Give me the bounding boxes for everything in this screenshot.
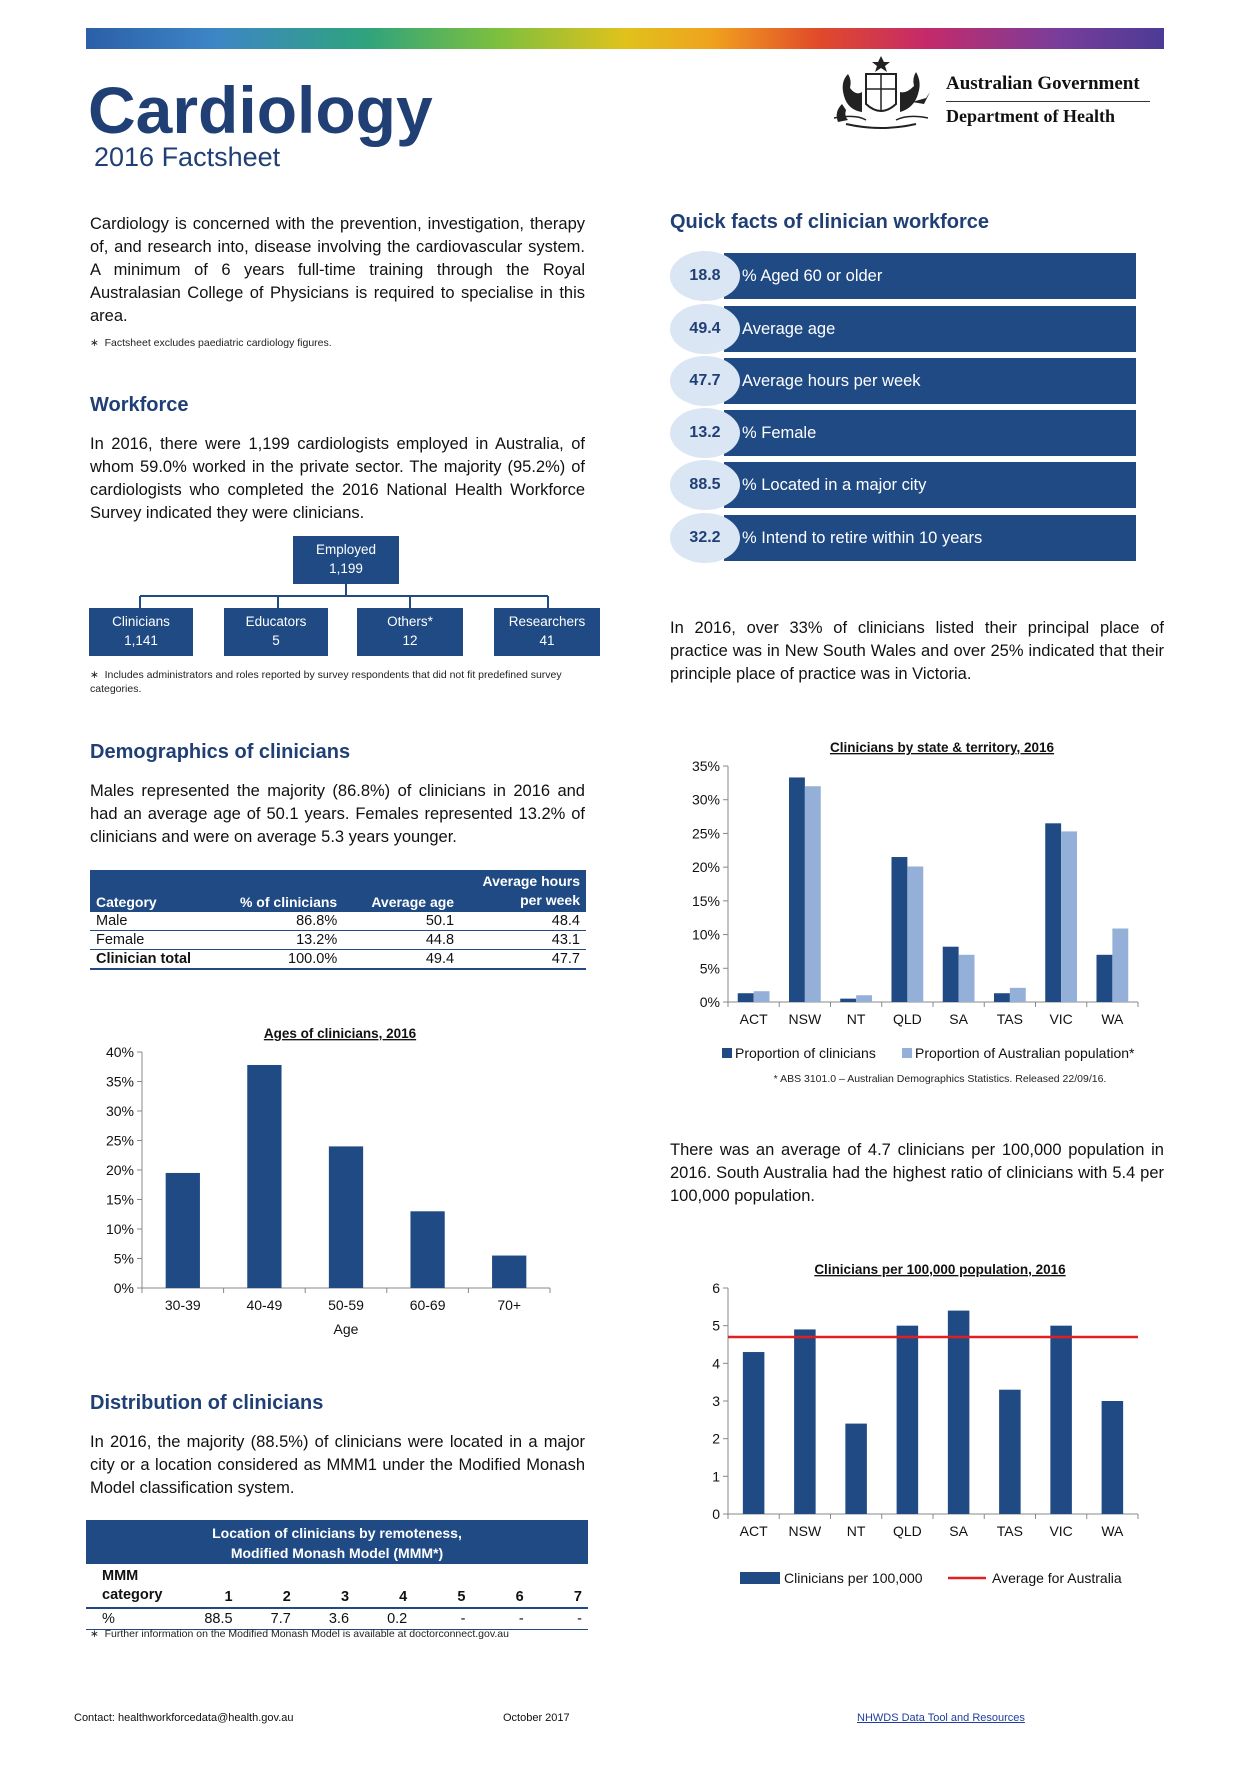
table-cell: 47.7 [551, 951, 580, 967]
x-tick-label: 40-49 [246, 1297, 283, 1313]
x-tick-label: TAS [996, 1011, 1023, 1027]
coat-of-arms-icon [826, 52, 936, 134]
bar [1050, 1326, 1072, 1514]
table-cell: 43.1 [551, 932, 580, 948]
ages-chart [90, 1022, 590, 1362]
y-tick-label: 35% [105, 1073, 134, 1090]
x-tick-label: VIC [1049, 1011, 1073, 1027]
table-cell: 13.2% [296, 932, 338, 948]
x-tick-label: 70+ [497, 1297, 522, 1313]
ratio-paragraph: There was an average of 4.7 clinicians per 100,000 population in 2016. South Australia had the highest ratio of clinicians with 5.4 per 100,000 population. [670, 1141, 1164, 1205]
quick-fact [670, 358, 1136, 404]
x-tick-label: SA [949, 1523, 968, 1539]
table-header: Average age [343, 870, 460, 912]
mmm-value: - [577, 1611, 582, 1627]
mmm-category: 7 [573, 1589, 582, 1605]
bar [247, 1065, 281, 1288]
x-tick-label: NT [846, 1523, 866, 1539]
legend-label: Average for Australia [992, 1570, 1122, 1586]
quick-fact-value: 32.2 [670, 513, 740, 563]
state-chart [670, 736, 1170, 1088]
x-tick-label: NT [846, 1011, 866, 1027]
legend-swatch [740, 1572, 780, 1584]
y-tick-label: 5% [113, 1250, 134, 1267]
quick-fact [670, 515, 1136, 561]
quick-fact-label: % Aged 60 or older [724, 253, 1136, 299]
x-tick-label: 50-59 [328, 1297, 364, 1313]
mmm-category: 1 [224, 1589, 233, 1605]
chart-title: Ages of clinicians, 2016 [263, 1026, 417, 1041]
gov-department: Department of Health [946, 106, 1115, 126]
quick-fact-value: 49.4 [670, 304, 740, 354]
state-paragraph: In 2016, over 33% of clinicians listed their principal place of practice was in New South Wales and over 25% indicated that their principle place of practice was in Victoria. [670, 619, 1164, 683]
demographics-table [90, 870, 586, 970]
footer-contact: Contact: healthworkforcedata@health.gov.au [74, 1712, 294, 1724]
y-tick-label: 30% [691, 791, 720, 808]
y-tick-label: 15% [691, 892, 720, 909]
page-title: Cardiology [88, 73, 433, 147]
y-tick-label: 5% [699, 960, 720, 977]
quick-fact-label: Average hours per week [724, 358, 1136, 404]
quick-fact-label: % Female [724, 410, 1136, 456]
table-row [90, 912, 586, 931]
mmm-category: 2 [282, 1589, 291, 1605]
y-tick-label: 0% [113, 1280, 134, 1296]
mmm-table-title [86, 1520, 588, 1564]
y-tick-label: 3 [712, 1393, 720, 1409]
quick-fact-value: 47.7 [670, 356, 740, 406]
bar [1102, 1401, 1124, 1514]
y-tick-label: 25% [105, 1132, 134, 1149]
bar [856, 995, 872, 1002]
table-header: Average hours per week [460, 870, 586, 912]
table-row [90, 931, 586, 950]
mmm-row-label [86, 1567, 190, 1608]
legend-swatch [722, 1048, 732, 1058]
mmm-value: - [460, 1611, 466, 1627]
mmm-value: - [518, 1611, 524, 1627]
distribution-heading: Distribution of clinicians [90, 1392, 324, 1414]
x-tick-label: NSW [788, 1011, 822, 1027]
org-educators-box [224, 608, 328, 656]
table-cell: 86.8% [296, 913, 338, 929]
x-tick-label: SA [949, 1011, 968, 1027]
quick-fact-value: 13.2 [670, 408, 740, 458]
mmm-category: 6 [515, 1589, 524, 1605]
table-row-total [90, 950, 586, 970]
mmm-category: 4 [399, 1589, 408, 1605]
org-researchers-box [494, 608, 600, 656]
mmm-row-label-line: MMM [102, 1568, 139, 1584]
table-cell: Female [96, 932, 145, 948]
page-subtitle: 2016 Factsheet [94, 142, 281, 172]
org-role-value: 41 [539, 633, 555, 648]
ratio-chart [670, 1258, 1170, 1598]
mmm-row-label-line: category [102, 1587, 163, 1603]
bar [805, 786, 821, 1002]
x-tick-label: 60-69 [409, 1297, 446, 1313]
org-others-box [357, 608, 463, 656]
intro-note-text: Factsheet excludes paediatric cardiology figures. [104, 337, 332, 349]
y-tick-label: 10% [691, 926, 720, 943]
x-tick-label: ACT [739, 1523, 768, 1539]
bar [743, 1352, 765, 1514]
y-tick-label: 5 [712, 1317, 720, 1334]
bar [1112, 929, 1128, 1002]
mmm-category-row [86, 1567, 588, 1608]
org-employed-box [293, 536, 399, 584]
quick-fact [670, 462, 1136, 508]
distribution-note-text: Further information on the Modified Monash Model is available at doctorconnect.gov.au [104, 1628, 509, 1640]
org-employed-value: 1,199 [329, 561, 363, 576]
y-tick-label: 6 [712, 1280, 720, 1296]
quick-fact-label: % Located in a major city [724, 462, 1136, 508]
quick-fact-label: Average age [724, 306, 1136, 352]
bar [794, 1329, 816, 1514]
bar [410, 1211, 444, 1288]
bar [845, 1424, 867, 1514]
quick-facts-heading: Quick facts of clinician workforce [670, 211, 989, 233]
org-role-value: 5 [272, 633, 280, 648]
chart-title: Clinicians per 100,000 population, 2016 [814, 1262, 1066, 1277]
quick-fact-value: 88.5 [670, 460, 740, 510]
x-tick-label: NSW [788, 1523, 822, 1539]
bar [907, 866, 923, 1002]
bar [738, 993, 754, 1002]
bar [948, 1311, 970, 1514]
bar [994, 993, 1010, 1002]
y-tick-label: 20% [691, 859, 720, 876]
quick-fact [670, 306, 1136, 352]
y-tick-label: 2 [712, 1430, 720, 1447]
x-axis-label: Age [333, 1321, 359, 1337]
distribution-paragraph: In 2016, the majority (88.5%) of clinicians were located in a major city or a location considered as MMM1 under the Modified Monash Model classification system. [90, 1433, 585, 1497]
footer-link[interactable]: NHWDS Data Tool and Resources [857, 1712, 1025, 1724]
x-tick-label: QLD [892, 1011, 922, 1027]
bar [999, 1390, 1021, 1514]
org-role-value: 12 [402, 633, 418, 648]
quick-fact-label: % Intend to retire within 10 years [724, 515, 1136, 561]
y-tick-label: 1 [712, 1468, 720, 1485]
chart-note: * ABS 3101.0 – Australian Demographics Statistics. Released 22/09/16. [773, 1073, 1107, 1085]
bar [943, 947, 959, 1002]
bar [1061, 831, 1077, 1002]
table-cell: 49.4 [425, 951, 455, 967]
workforce-paragraph: In 2016, there were 1,199 cardiologists employed in Australia, of whom 59.0% worked in the private sector. The majority (95.2%) of cardiologists who completed the 2016 National Health Workforce Survey indicated they were clinicians. [90, 435, 585, 522]
org-role-label: Educators [245, 614, 307, 629]
legend-label: Clinicians per 100,000 [784, 1570, 923, 1586]
bar [1010, 988, 1026, 1002]
distribution-note: ∗ Further information on the Modified Monash Model is available at doctorconnect.gov.au [90, 1628, 509, 1640]
footer-date: October 2017 [503, 1712, 570, 1724]
gov-name: Australian Government [946, 73, 1140, 94]
org-role-label: Researchers [508, 614, 586, 629]
mmm-table [86, 1567, 588, 1630]
bar [1096, 955, 1112, 1002]
y-tick-label: 4 [712, 1355, 720, 1372]
table-cell: Male [96, 913, 128, 929]
bar [840, 999, 856, 1002]
legend-label: Proportion of Australian population* [915, 1045, 1135, 1061]
org-role-label: Others* [387, 614, 433, 629]
bar [789, 777, 805, 1002]
mmm-category: 5 [457, 1589, 466, 1605]
y-tick-label: 40% [105, 1044, 134, 1060]
legend-label: Proportion of clinicians [735, 1045, 876, 1061]
x-tick-label: WA [1101, 1011, 1124, 1027]
bar [166, 1173, 200, 1288]
bar [329, 1146, 363, 1288]
y-tick-label: 10% [105, 1221, 134, 1237]
bar [897, 1326, 919, 1514]
org-clinicians-box [89, 608, 193, 656]
table-cell: Clinician total [96, 951, 192, 967]
table-cell: 44.8 [425, 932, 455, 948]
gov-divider [946, 101, 1150, 102]
y-tick-label: 35% [691, 758, 720, 774]
x-tick-label: QLD [892, 1523, 922, 1539]
intro-paragraph: Cardiology is concerned with the prevention, investigation, therapy of, and research into, disease involving the cardiovascular system. A minimum of 6 years full-time training through the Royal Australasian College of Physicians is required to specialise in this area. [90, 215, 585, 325]
table-cell: 50.1 [425, 913, 455, 929]
demographics-heading: Demographics of clinicians [90, 741, 351, 763]
mmm-title-line: Location of clinicians by remoteness, [212, 1525, 462, 1541]
mmm-value: 0.2 [387, 1611, 408, 1627]
workforce-note: ∗ Includes administrators and roles reported by survey respondents that did not fit predefined survey categories. [90, 669, 562, 695]
chart-title: Clinicians by state & territory, 2016 [829, 740, 1055, 755]
bar [1045, 823, 1061, 1002]
mmm-value: 88.5 [204, 1611, 233, 1627]
intro-note: ∗ Factsheet excludes paediatric cardiology figures. [90, 337, 332, 349]
bar [754, 991, 770, 1002]
bar [492, 1256, 526, 1288]
mmm-category: 3 [340, 1589, 350, 1605]
mmm-pct-label: % [102, 1611, 115, 1627]
y-tick-label: 25% [691, 825, 720, 842]
org-role-value: 1,141 [124, 633, 158, 648]
x-tick-label: 30-39 [164, 1297, 201, 1313]
legend-swatch [902, 1048, 912, 1058]
header-color-bar [86, 28, 1164, 49]
workforce-heading: Workforce [90, 394, 189, 416]
mmm-value: 3.6 [328, 1611, 350, 1627]
y-tick-label: 0% [699, 994, 720, 1010]
x-tick-label: TAS [996, 1523, 1023, 1539]
table-cell: 100.0% [288, 951, 338, 967]
quick-fact-value: 18.8 [670, 251, 740, 301]
bar [959, 955, 975, 1002]
y-tick-label: 20% [105, 1162, 134, 1178]
table-cell: 48.4 [551, 913, 580, 929]
demographics-paragraph: Males represented the majority (86.8%) of clinicians in 2016 and had an average age of 50.1 years. Females represented 13.2% of clinicians and were on average 5.3 years younger. [90, 782, 585, 846]
x-tick-label: VIC [1049, 1523, 1073, 1539]
workforce-note-text: Includes administrators and roles reported by survey respondents that did not fit predefined survey categories. [90, 669, 562, 695]
y-tick-label: 0 [712, 1506, 720, 1522]
y-tick-label: 15% [105, 1191, 134, 1208]
table-header: Category [90, 870, 226, 912]
x-tick-label: ACT [739, 1011, 768, 1027]
mmm-title-line: Modified Monash Model (MMM*) [230, 1545, 444, 1561]
mmm-value: 7.7 [270, 1611, 291, 1627]
org-employed-label: Employed [315, 542, 377, 557]
quick-fact [670, 253, 1136, 299]
table-header: % of clinicians [226, 870, 344, 912]
bar [891, 857, 907, 1002]
quick-fact [670, 410, 1136, 456]
table-header-row [90, 870, 586, 912]
y-tick-label: 30% [105, 1103, 134, 1119]
org-role-label: Clinicians [112, 614, 170, 629]
x-tick-label: WA [1101, 1523, 1124, 1539]
